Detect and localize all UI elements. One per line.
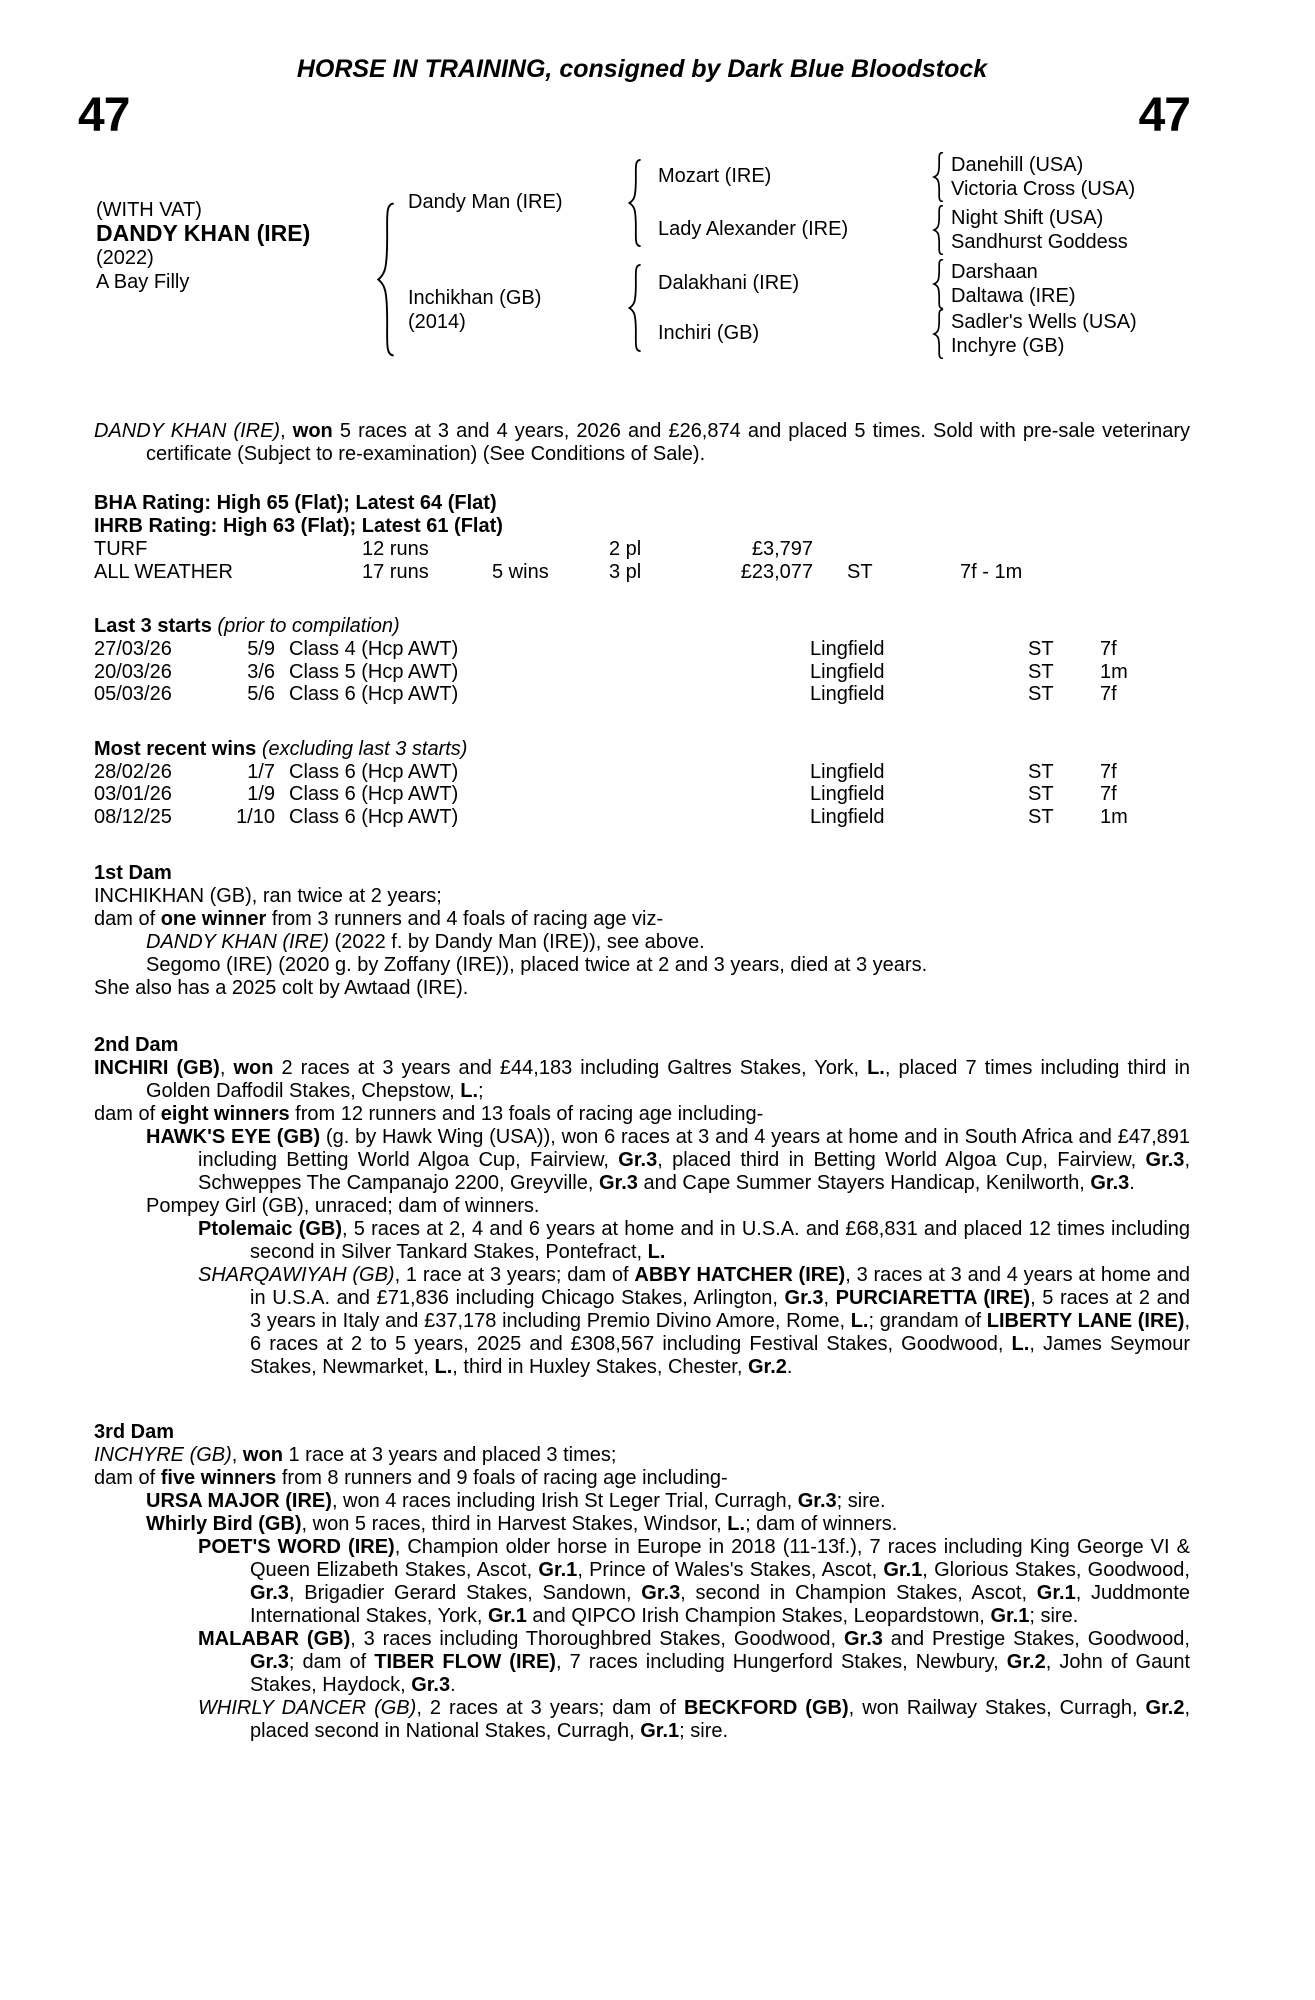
most-recent-wins-heading	[94, 738, 1190, 761]
ggp-pair-1	[951, 153, 1135, 201]
race-position: 5/9	[247, 638, 275, 660]
race-date: 08/12/25	[94, 805, 172, 828]
race-going: ST	[1028, 683, 1054, 705]
race-record-summary: DANDY KHAN (IRE), won 5 races at 3 and 4 years, 2026 and £26,874 and placed 5 times. Sold with pre-sale veterinary certificate (Subject to re-examination) (See Conditions of Sale).	[94, 420, 1190, 465]
stat-placed: 2 pl	[609, 538, 642, 560]
vat-note: (WITH VAT)	[96, 199, 202, 221]
ggp-pair-4	[951, 310, 1137, 358]
first-dam-section	[94, 862, 1190, 1000]
section-title: Most recent wins	[94, 737, 257, 760]
race-position: 1/9	[247, 783, 275, 805]
dam-paragraph: SHARQAWIYAH (GB), 1 race at 3 years; dam of ABBY HATCHER (IRE), 3 races at 3 and 4 years at home and in U.S.A. and £71,836 including Chicago Stakes, Arlington, Gr.3, PURCIARETTA (IRE), 5 races at 2 and 3 years in Italy and £37,178 including Premio Divino Amore, Rome, L.; grandam of LIBERTY LANE (IRE), 6 races at 2 to 5 years, 2025 and £308,567 including Festival Stakes, Goodwood, L., James Seymour Stakes, Newmarket, L., third in Huxley Stakes, Chester, Gr.2.	[198, 1264, 1191, 1378]
ratings-block	[94, 492, 1190, 583]
ggp-3: Night Shift (USA)	[951, 207, 1104, 229]
dam-paragraph: Segomo (IRE) (2020 g. by Zoffany (IRE)), placed twice at 2 and 3 years, died at 3 years.	[146, 954, 928, 976]
race-class: Class 6 (Hcp AWT)	[289, 760, 459, 783]
granddam-2: Inchiri (GB)	[658, 322, 760, 344]
last-3-starts-heading	[94, 615, 1190, 638]
race-course: Lingfield	[810, 760, 885, 783]
race-going: ST	[1028, 805, 1054, 828]
sire-name: Dandy Man (IRE)	[408, 191, 563, 213]
dam-paragraph: INCHIKHAN (GB), ran twice at 2 years;	[94, 885, 442, 907]
lot-number-row	[78, 89, 1190, 142]
brace-dam-icon	[627, 264, 643, 352]
race-row	[94, 683, 1190, 706]
third-dam-heading: 3rd Dam	[94, 1421, 175, 1443]
brace-gs1-icon	[932, 152, 945, 202]
dam-paragraph: DANDY KHAN (IRE) (2022 f. by Dandy Man (IRE)), see above.	[146, 931, 705, 953]
ihrb-rating: IHRB Rating: High 63 (Flat); Latest 61 (Flat)	[94, 515, 503, 537]
brace-gs2-icon	[932, 205, 945, 255]
dam-paragraph: WHIRLY DANCER (GB), 2 races at 3 years; dam of BECKFORD (GB), won Railway Stakes, Curragh, Gr.2, placed second in National Stakes, Curragh, Gr.1; sire.	[198, 1697, 1191, 1742]
section-subtitle: (prior to compilation)	[217, 615, 400, 637]
stat-earnings: £23,077	[740, 560, 813, 583]
dam-paragraph: HAWK'S EYE (GB) (g. by Hawk Wing (USA)), won 6 races at 3 and 4 years at home and in South Africa and £47,891 including Betting World Algoa Cup, Fairview, Gr.3, placed third in Betting World Algoa Cup, Fairview, Gr.3, Schweppes The Campanajo 2200, Greyville, Gr.3 and Cape Summer Stayers Handicap, Kenilworth, Gr.3.	[146, 1126, 1191, 1194]
lot-number-right: 47	[1138, 89, 1190, 142]
second-dam-section	[94, 1034, 1190, 1379]
race-going: ST	[1028, 783, 1054, 805]
last-3-starts-section	[94, 615, 1190, 706]
second-dam-heading: 2nd Dam	[94, 1034, 179, 1056]
brace-gs3-icon	[932, 259, 945, 309]
ggp-2: Victoria Cross (USA)	[951, 178, 1136, 200]
race-position: 1/7	[247, 760, 275, 783]
race-date: 27/03/26	[94, 638, 172, 660]
stat-wins: 5 wins	[492, 560, 549, 583]
bha-rating: BHA Rating: High 65 (Flat); Latest 64 (Flat)	[94, 492, 497, 514]
brace-sire-icon	[627, 159, 643, 247]
race-course: Lingfield	[810, 660, 885, 683]
race-going: ST	[1028, 660, 1054, 683]
dam-paragraph: Whirly Bird (GB), won 5 races, third in Harvest Stakes, Windsor, L.; dam of winners.	[146, 1513, 898, 1535]
race-course: Lingfield	[810, 638, 885, 660]
brace-gs4-icon	[932, 309, 945, 359]
race-distance: 7f	[1100, 638, 1117, 660]
horse-name: DANDY KHAN (IRE)	[96, 220, 311, 246]
ggp-4: Sandhurst Goddess	[951, 231, 1128, 253]
dam-paragraph: POET'S WORD (IRE), Champion older horse in Europe in 2018 (11-13f.), 7 races including King George VI & Queen Elizabeth Stakes, Ascot, Gr.1, Prince of Wales's Stakes, Ascot, Gr.1, Glorious Stakes, Goodwood, Gr.3, Brigadier Gerard Stakes, Sandown, Gr.3, second in Champion Stakes, Ascot, Gr.1, Juddmonte International Stakes, York, Gr.1 and QIPCO Irish Champion Stakes, Leopardstown, Gr.1; sire.	[198, 1536, 1190, 1627]
race-distance: 7f	[1100, 760, 1117, 783]
most-recent-wins-section	[94, 738, 1190, 829]
stat-going: ST	[847, 560, 873, 583]
stat-wins	[492, 538, 609, 561]
race-distance: 1m	[1100, 660, 1128, 683]
section-subtitle: (excluding last 3 starts)	[261, 737, 468, 760]
race-row	[94, 638, 1190, 661]
race-class: Class 5 (Hcp AWT)	[289, 660, 459, 683]
catalogue-header: HORSE IN TRAINING, consigned by Dark Blue Bloodstock	[296, 55, 988, 83]
dam-paragraph: INCHIRI (GB), won 2 races at 3 years and £44,183 including Galtres Stakes, York, L., placed 7 times including third in Golden Daffodil Stakes, Chepstow, L.;	[94, 1057, 1191, 1102]
dam-paragraph: MALABAR (GB), 3 races including Thoroughbred Stakes, Goodwood, Gr.3 and Prestige Stakes, Goodwood, Gr.3; dam of TIBER FLOW (IRE), 7 races including Hungerford Stakes, Newbury, Gr.2, John of Gaunt Stakes, Haydock, Gr.3.	[198, 1628, 1191, 1696]
brace-gen1-icon	[375, 202, 397, 357]
race-date: 28/02/26	[94, 760, 172, 783]
ggp-pair-2	[951, 206, 1128, 254]
race-distance: 7f	[1100, 683, 1117, 705]
race-class: Class 4 (Hcp AWT)	[289, 638, 459, 660]
dam-paragraph: dam of five winners from 8 runners and 9 foals of racing age including-	[94, 1467, 728, 1489]
ggp-6: Daltawa (IRE)	[951, 285, 1076, 307]
race-row	[94, 661, 1190, 684]
lot-number-left: 47	[78, 89, 130, 142]
race-position: 5/6	[247, 683, 275, 705]
dam-paragraph: She also has a 2025 colt by Awtaad (IRE).	[94, 977, 469, 999]
dam-paragraph: dam of eight winners from 12 runners and 13 foals of racing age including-	[94, 1103, 764, 1125]
dam-paragraph: Pompey Girl (GB), unraced; dam of winners.	[146, 1195, 540, 1217]
grandsire-2: Dalakhani (IRE)	[658, 272, 800, 294]
ggp-5: Darshaan	[951, 261, 1038, 283]
dam-paragraph: INCHYRE (GB), won 1 race at 3 years and placed 3 times;	[94, 1444, 617, 1466]
stat-distance	[960, 538, 1190, 561]
stat-going	[813, 538, 960, 561]
first-dam-heading: 1st Dam	[94, 862, 172, 884]
dam-paragraph: URSA MAJOR (IRE), won 4 races including Irish St Leger Trial, Curragh, Gr.3; sire.	[146, 1490, 886, 1512]
race-distance: 7f	[1100, 783, 1117, 805]
stat-runs: 17 runs	[362, 560, 429, 583]
stat-runs: 12 runs	[362, 538, 429, 560]
stat-surface: ALL WEATHER	[94, 560, 233, 583]
race-course: Lingfield	[810, 805, 885, 828]
section-title: Last 3 starts	[94, 615, 212, 637]
race-class: Class 6 (Hcp AWT)	[289, 683, 459, 705]
stats-row-turf	[94, 538, 1190, 561]
dam-name: Inchikhan (GB)	[408, 287, 542, 309]
race-position: 1/10	[236, 805, 275, 828]
race-row	[94, 783, 1190, 806]
stat-surface: TURF	[94, 538, 148, 560]
race-class: Class 6 (Hcp AWT)	[289, 805, 459, 828]
race-date: 03/01/26	[94, 783, 172, 805]
pedigree-tree	[94, 152, 1190, 378]
stat-earnings: £3,797	[751, 538, 813, 560]
stat-distance: 7f - 1m	[960, 560, 1023, 583]
race-distance: 1m	[1100, 805, 1128, 828]
ggp-1: Danehill (USA)	[951, 154, 1084, 176]
race-going: ST	[1028, 638, 1054, 660]
stat-placed: 3 pl	[609, 560, 642, 583]
race-class: Class 6 (Hcp AWT)	[289, 783, 459, 805]
race-course: Lingfield	[810, 683, 885, 705]
race-row	[94, 761, 1190, 784]
race-row	[94, 806, 1190, 829]
dam-year: (2014)	[408, 311, 466, 333]
race-course: Lingfield	[810, 783, 885, 805]
grandsire-1: Mozart (IRE)	[658, 165, 772, 187]
ggp-pair-3	[951, 260, 1075, 308]
third-dam-section	[94, 1421, 1190, 1743]
dam-paragraph: Ptolemaic (GB), 5 races at 2, 4 and 6 years at home and in U.S.A. and £68,831 and placed 12 times including second in Silver Tankard Stakes, Pontefract, L.	[198, 1218, 1191, 1263]
race-date: 20/03/26	[94, 660, 172, 683]
ggp-7: Sadler's Wells (USA)	[951, 311, 1137, 333]
race-position: 3/6	[247, 660, 275, 683]
ggp-8: Inchyre (GB)	[951, 335, 1065, 357]
dam-paragraph: dam of one winner from 3 runners and 4 foals of racing age viz-	[94, 908, 664, 930]
stats-row-allweather	[94, 561, 1190, 584]
granddam-1: Lady Alexander (IRE)	[658, 218, 849, 240]
horse-sex: A Bay Filly	[96, 271, 190, 293]
horse-year: (2022)	[96, 247, 154, 269]
race-going: ST	[1028, 760, 1054, 783]
race-date: 05/03/26	[94, 683, 172, 705]
